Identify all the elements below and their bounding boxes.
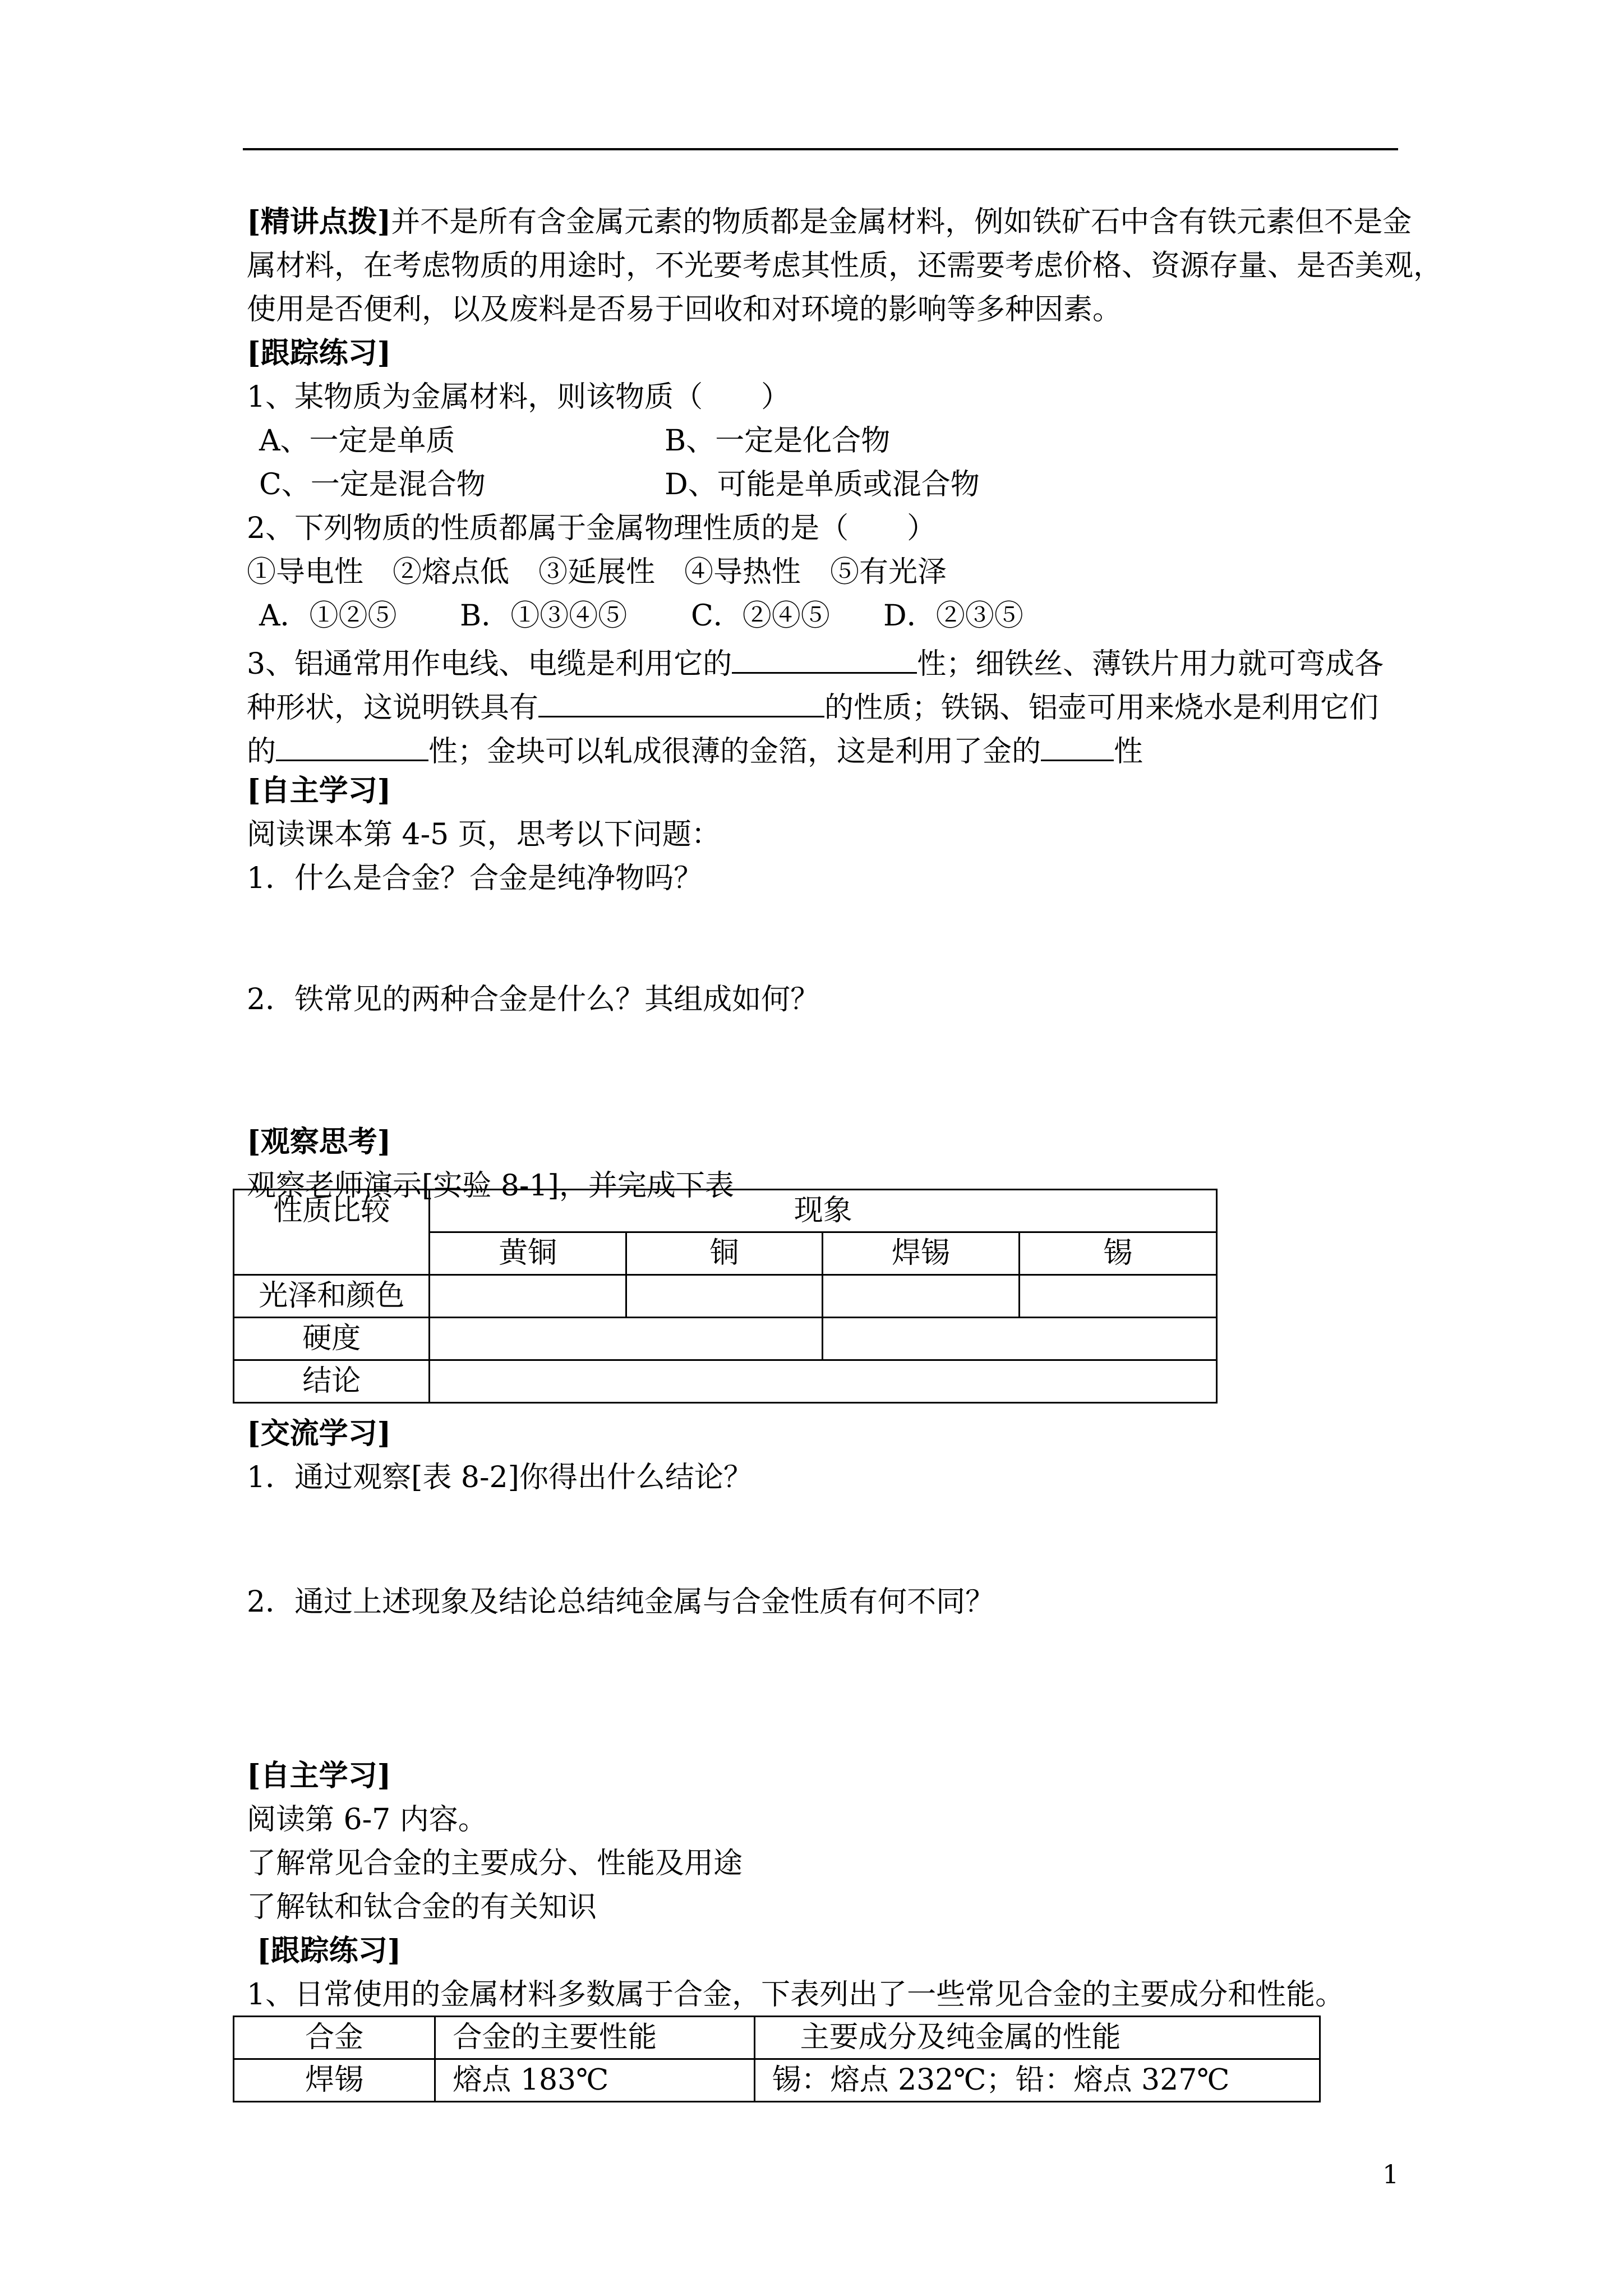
practice1-q2-option-d: D．②③⑤ [883, 599, 1023, 633]
observe-answer-cell[interactable] [823, 1275, 1019, 1318]
intro-text-1: 并不是所有含金属元素的物质都是金属材料，例如铁矿石中含有铁元素但不是金 [391, 205, 1412, 239]
practice1-q3-line-3 [247, 725, 1143, 774]
observe-heading: [观察思考] [247, 1125, 391, 1159]
observe-answer-cell[interactable] [430, 1275, 626, 1318]
q3-text-1a: 3、铝通常用作电线、电缆是利用它的 [247, 647, 732, 681]
practice2-q1: 1、日常使用的金属材料多数属于合金，下表列出了一些常见合金的主要成分和性能。 [247, 1978, 1345, 2012]
observe-col-header: 铜 [626, 1232, 822, 1275]
answer-blank-3[interactable] [276, 725, 428, 761]
intro-line-1 [247, 200, 1412, 245]
q3-text-3a: 的 [247, 735, 276, 769]
practice1-q2-items: ①导电性 ②熔点低 ③延展性 ④导热性 ⑤有光泽 [247, 555, 947, 589]
practice1-heading: [跟踪练习] [247, 336, 391, 370]
practice1-q2-option-b: B．①③④⑤ [460, 599, 628, 633]
intro-line-2: 属材料，在考虑物质的用途时，不光要考虑其性质，还需要考虑价格、资源存量、是否美观， [247, 249, 1443, 283]
page-number: 1 [1382, 2159, 1399, 2189]
practice1-q2-option-c: C．②④⑤ [691, 599, 830, 633]
observe-row-label: 光泽和颜色 [234, 1275, 430, 1318]
observe-answer-cell[interactable] [1019, 1275, 1216, 1318]
observe-row-label: 结论 [234, 1360, 430, 1403]
self-study1-q1: 1．什么是合金？合金是纯净物吗？ [247, 862, 703, 895]
self-study1-intro: 阅读课本第 4-5 页，思考以下问题： [247, 818, 721, 852]
q3-text-1b: 性；细铁丝、薄铁片用力就可弯成各 [917, 647, 1384, 681]
observe-table-group-header: 现象 [430, 1190, 1217, 1232]
exchange-q2: 2．通过上述现象及结论总结纯金属与合金性质有何不同？ [247, 1585, 995, 1619]
observe-row-label: 硬度 [234, 1318, 430, 1360]
answer-blank-4[interactable] [1041, 725, 1114, 761]
alloy-table [233, 2016, 1321, 2102]
observe-table-corner: 性质比较 [234, 1190, 430, 1275]
alloy-col-header: 主要成分及纯金属的性能 [754, 2017, 1320, 2059]
observe-answer-cell[interactable] [626, 1275, 822, 1318]
observe-col-header: 锡 [1019, 1232, 1216, 1275]
practice1-q1: 1、某物质为金属材料，则该物质（ ） [247, 380, 791, 414]
q3-text-3c: 性 [1114, 735, 1144, 769]
intro-line-3: 使用是否便利，以及废料是否易于回收和对环境的影响等多种因素。 [247, 293, 1122, 326]
alloy-col-header: 合金的主要性能 [435, 2017, 754, 2059]
practice1-q1-option-c: C、一定是混合物 [259, 468, 486, 501]
alloy-cell: 熔点 183℃ [435, 2059, 754, 2102]
practice1-q3-line-1 [247, 637, 1384, 687]
practice1-q2-option-a: A．①②⑤ [259, 599, 397, 633]
answer-blank-2[interactable] [538, 681, 824, 717]
answer-blank-1[interactable] [732, 637, 917, 674]
observe-table [233, 1189, 1218, 1404]
self-study1-q2: 2．铁常见的两种合金是什么？其组成如何？ [247, 983, 820, 1016]
observe-answer-cell[interactable] [430, 1318, 823, 1360]
observe-intro: 观察老师演示[实验 8-1]，并完成下表 [247, 1169, 734, 1203]
alloy-cell: 锡：熔点 232℃；铅：熔点 327℃ [754, 2059, 1320, 2102]
self-study2-line-2: 了解常见合金的主要成分、性能及用途 [247, 1847, 743, 1880]
alloy-col-header: 合金 [234, 2017, 435, 2059]
exchange-q1: 1．通过观察[表 8-2]你得出什么结论？ [247, 1461, 753, 1494]
practice1-q1-option-a: A、一定是单质 [259, 424, 455, 458]
self-study2-line-3: 了解钛和钛合金的有关知识 [247, 1890, 597, 1924]
practice1-q1-option-d: D、可能是单质或混合物 [665, 468, 980, 501]
practice1-q1-option-b: B、一定是化合物 [665, 424, 891, 458]
observe-col-header: 焊锡 [823, 1232, 1019, 1275]
observe-answer-cell[interactable] [823, 1318, 1217, 1360]
practice1-q2: 2、下列物质的性质都属于金属物理性质的是（ ） [247, 512, 937, 545]
header-rule [243, 148, 1398, 150]
self-study2-line-1: 阅读第 6-7 内容。 [247, 1803, 487, 1837]
practice2-heading: [跟踪练习] [257, 1934, 402, 1968]
q3-text-2a: 种形状，这说明铁具有 [247, 691, 539, 725]
self-study1-heading: [自主学习] [247, 774, 391, 808]
q3-text-3b: 性；金块可以轧成很薄的金箔，这是利用了金的 [428, 735, 1041, 769]
self-study2-heading: [自主学习] [247, 1759, 391, 1793]
observe-answer-cell[interactable] [430, 1360, 1217, 1403]
practice1-q3-line-2 [247, 681, 1378, 730]
intro-tag: [精讲点拨] [247, 205, 391, 239]
observe-col-header: 黄铜 [430, 1232, 626, 1275]
exchange-heading: [交流学习] [247, 1416, 391, 1451]
q3-text-2b: 的性质；铁锅、铝壶可用来烧水是利用它们 [824, 691, 1379, 725]
alloy-cell: 焊锡 [234, 2059, 435, 2102]
